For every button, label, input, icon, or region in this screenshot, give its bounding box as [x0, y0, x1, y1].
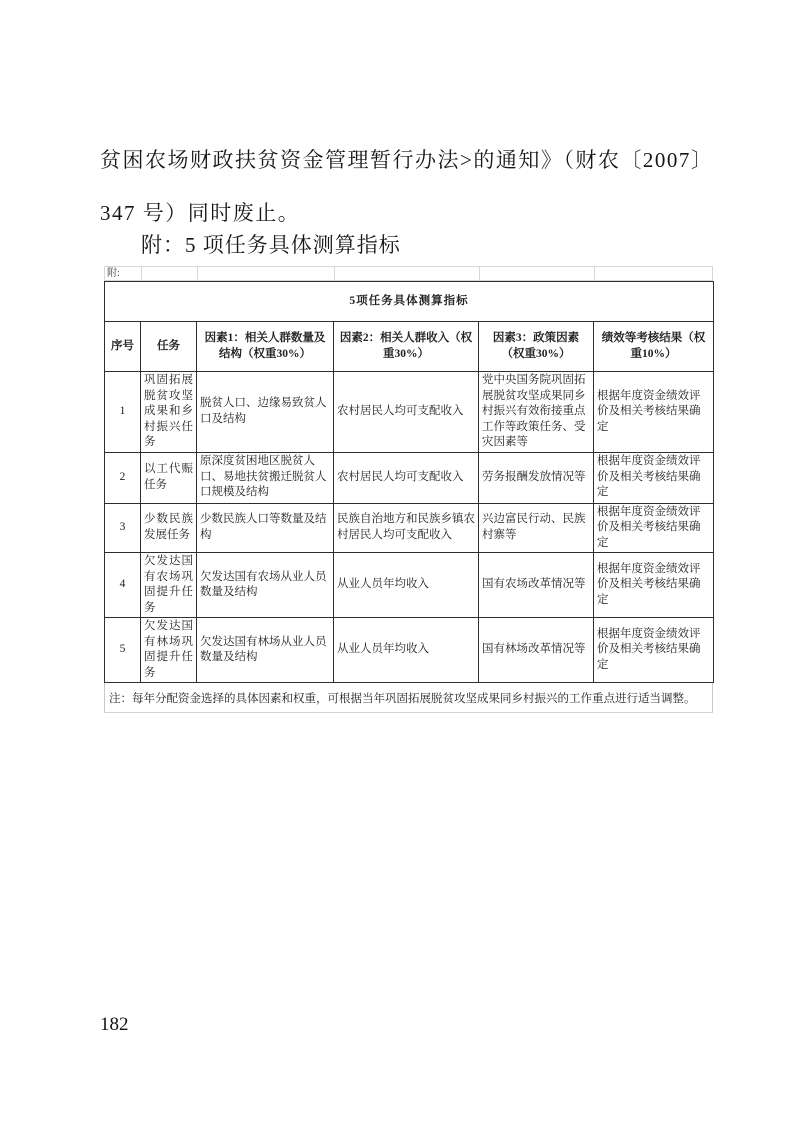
measurement-indicator-table — [104, 281, 714, 683]
col-header-factor2: 因素2：相关人群收入（权重30%） — [334, 322, 479, 372]
table-row — [105, 372, 714, 453]
serial-cell: 4 — [105, 553, 141, 618]
task-cell: 欠发达国有林场巩固提升任务 — [141, 618, 197, 683]
spreadsheet-corner-label: 附: — [107, 268, 120, 279]
factor3-cell: 国有林场改革情况等 — [479, 618, 594, 683]
result-cell: 根据年度资金绩效评价及相关考核结果确定 — [594, 372, 714, 453]
col-header-task: 任务 — [141, 322, 197, 372]
attachment-caption: 附：5 项任务具体测算指标 — [141, 233, 401, 257]
serial-cell: 3 — [105, 503, 141, 553]
serial-cell: 1 — [105, 372, 141, 453]
spreadsheet-top-strip — [104, 266, 713, 281]
factor1-cell: 原深度贫困地区脱贫人口、易地扶贫搬迁脱贫人口规模及结构 — [197, 452, 334, 503]
gridline — [594, 267, 595, 280]
factor3-cell: 国有农场改革情况等 — [479, 553, 594, 618]
table-row — [105, 618, 714, 683]
factor3-cell: 党中央国务院巩固拓展脱贫攻坚成果同乡村振兴有效衔接重点工作等政策任务、受灾因素等 — [479, 372, 594, 453]
table-header-row — [105, 322, 714, 372]
task-cell: 巩固拓展脱贫攻坚成果和乡村振兴任务 — [141, 372, 197, 453]
result-cell: 根据年度资金绩效评价及相关考核结果确定 — [594, 452, 714, 503]
result-cell: 根据年度资金绩效评价及相关考核结果确定 — [594, 618, 714, 683]
col-header-factor3: 因素3：政策因素（权重30%） — [479, 322, 594, 372]
factor2-cell: 民族自治地方和民族乡镇农村居民人均可支配收入 — [334, 503, 479, 553]
factor3-cell: 劳务报酬发放情况等 — [479, 452, 594, 503]
page-number: 182 — [100, 1014, 129, 1035]
table-title: 5项任务具体测算指标 — [105, 282, 714, 322]
table-row — [105, 503, 714, 553]
table-row — [105, 553, 714, 618]
task-cell: 少数民族发展任务 — [141, 503, 197, 553]
gridline — [141, 267, 142, 280]
factor1-cell: 欠发达国有农场从业人员数量及结构 — [197, 553, 334, 618]
task-cell: 欠发达国有农场巩固提升任务 — [141, 553, 197, 618]
table-footnote: 注：每年分配资金选择的具体因素和权重，可根据当年巩固拓展脱贫攻坚成果同乡村振兴的工作重点进行适当调整。 — [104, 683, 713, 713]
paragraph-line-2: 347 号）同时废止。 — [100, 201, 301, 225]
paragraph-line-1: 贫困农场财政扶贫资金管理暂行办法>的通知》（财农〔2007〕 — [100, 148, 714, 172]
attachment-table — [104, 266, 713, 713]
result-cell: 根据年度资金绩效评价及相关考核结果确定 — [594, 503, 714, 553]
gridline — [197, 267, 198, 280]
factor2-cell: 农村居民人均可支配收入 — [334, 372, 479, 453]
factor1-cell: 少数民族人口等数量及结构 — [197, 503, 334, 553]
factor1-cell: 脱贫人口、边缘易致贫人口及结构 — [197, 372, 334, 453]
factor3-cell: 兴边富民行动、民族村寨等 — [479, 503, 594, 553]
serial-cell: 2 — [105, 452, 141, 503]
gridline — [334, 267, 335, 280]
factor1-cell: 欠发达国有林场从业人员数量及结构 — [197, 618, 334, 683]
factor2-cell: 从业人员年均收入 — [334, 618, 479, 683]
table-row — [105, 452, 714, 503]
col-header-serial: 序号 — [105, 322, 141, 372]
factor2-cell: 从业人员年均收入 — [334, 553, 479, 618]
col-header-result: 绩效等考核结果（权重10%） — [594, 322, 714, 372]
col-header-factor1: 因素1：相关人群数量及结构（权重30%） — [197, 322, 334, 372]
task-cell: 以工代赈任务 — [141, 452, 197, 503]
serial-cell: 5 — [105, 618, 141, 683]
result-cell: 根据年度资金绩效评价及相关考核结果确定 — [594, 553, 714, 618]
factor2-cell: 农村居民人均可支配收入 — [334, 452, 479, 503]
gridline — [479, 267, 480, 280]
